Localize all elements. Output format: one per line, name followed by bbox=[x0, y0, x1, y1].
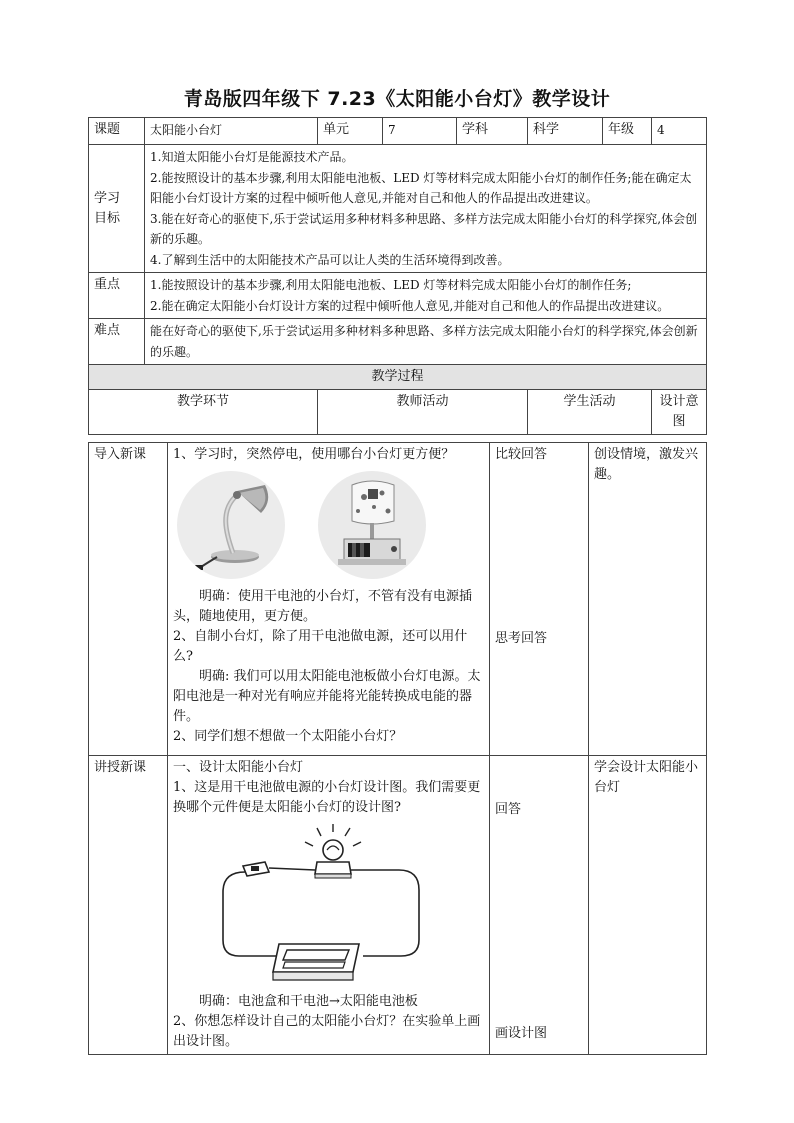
goals-label-line2: 目标 bbox=[94, 210, 121, 226]
goal-item: 4.了解到生活中的太阳能技术产品可以让人类的生活环境得到改善。 bbox=[150, 252, 510, 267]
lecture-intent: 学会设计太阳能小台灯 bbox=[589, 756, 707, 1055]
info-row bbox=[89, 118, 707, 145]
key-point-item: 1.能按照设计的基本步骤,利用太阳能电池板、LED 灯等材料完成太阳能小台灯的制作任务; bbox=[150, 278, 632, 292]
lecture-student bbox=[490, 756, 589, 1055]
unit-value: 7 bbox=[383, 118, 457, 145]
intro-a1: 明确：使用干电池的小台灯，不管有没有电源插头，随地使用，更方便。 bbox=[173, 589, 473, 624]
col-intent: 设计意图 bbox=[652, 390, 707, 435]
lecture-stage: 讲授新课 bbox=[89, 756, 168, 1055]
grade-value: 4 bbox=[652, 118, 707, 145]
intro-a2: 明确: 我们可以用太阳能电池板做小台灯电源。太阳电池是一种对光有响应并能将光能转换成电能的器件。 bbox=[173, 669, 481, 724]
intro-row bbox=[89, 443, 707, 756]
process-header-row bbox=[89, 365, 707, 390]
intro-q3: 2、同学们想不想做一个太阳能小台灯？ bbox=[173, 729, 403, 744]
goals-content bbox=[145, 145, 707, 273]
lecture-q1: 1、这是用干电池做电源的小台灯设计图。我们需要更换哪个元件便是太阳能小台灯的设计图? bbox=[173, 780, 481, 815]
process-table bbox=[88, 442, 707, 1055]
intro-stage: 导入新课 bbox=[89, 443, 168, 756]
subject-label: 学科 bbox=[457, 118, 528, 145]
lecture-q2: 2、你想怎样设计自己的太阳能小台灯？在实验单上画出设计图。 bbox=[173, 1014, 481, 1049]
intro-student-1: 比较回答 bbox=[495, 447, 548, 462]
goal-item: 2.能按照设计的基本步骤,利用太阳能电池板、LED 灯等材料完成太阳能小台灯的制作任务;能在确定太阳能小台灯设计方案的过程中倾听他人意见,并能对自己和他人的作品提出改进建议。 bbox=[150, 170, 692, 205]
lesson-value: 太阳能小台灯 bbox=[145, 118, 318, 145]
lamp-images bbox=[173, 467, 484, 585]
lecture-heading: 一、设计太阳能小台灯 bbox=[173, 760, 304, 775]
col-student: 学生活动 bbox=[528, 390, 652, 435]
difficulty-row bbox=[89, 319, 707, 365]
subject-value: 科学 bbox=[528, 118, 603, 145]
key-points-label: 重点 bbox=[89, 273, 145, 319]
intro-intent: 创设情境，激发兴趣。 bbox=[589, 443, 707, 756]
col-stage: 教学环节 bbox=[89, 390, 318, 435]
battery-lamp-image bbox=[318, 471, 426, 579]
desk-lamp-image bbox=[177, 471, 285, 579]
process-header: 教学过程 bbox=[89, 365, 707, 390]
goals-label-line1: 学习 bbox=[94, 190, 121, 206]
lecture-teacher bbox=[168, 756, 490, 1055]
goals-row bbox=[89, 145, 707, 273]
goals-label bbox=[89, 145, 145, 273]
col-teacher: 教师活动 bbox=[318, 390, 528, 435]
circuit-drawing bbox=[173, 822, 484, 992]
goal-item: 1.知道太阳能小台灯是能源技术产品。 bbox=[150, 150, 354, 164]
intro-student-2: 思考回答 bbox=[495, 631, 548, 646]
grade-label: 年级 bbox=[603, 118, 652, 145]
lesson-plan-table bbox=[88, 117, 707, 435]
intro-q1: 1、学习时，突然停电，使用哪台小台灯更方便？ bbox=[173, 447, 455, 462]
unit-label: 单元 bbox=[318, 118, 383, 145]
key-points-content bbox=[145, 273, 707, 319]
intro-teacher bbox=[168, 443, 490, 756]
difficulty-content: 能在好奇心的驱使下,乐于尝试运用多种材料多种思路、多样方法完成太阳能小台灯的科学探究,体会创新的乐趣。 bbox=[145, 319, 707, 365]
key-point-item: 2.能在确定太阳能小台灯设计方案的过程中倾听他人意见,并能对自己和他人的作品提出改进建议。 bbox=[150, 298, 670, 313]
page-title: 青岛版四年级下 7.23《太阳能小台灯》教学设计 bbox=[183, 88, 611, 110]
lesson-label: 课题 bbox=[89, 118, 145, 145]
key-points-row bbox=[89, 273, 707, 319]
lecture-student-2: 画设计图 bbox=[495, 1026, 548, 1041]
goal-item: 3.能在好奇心的驱使下,乐于尝试运用多种材料多种思路、多样方法完成太阳能小台灯的科学探究,体会创新的乐趣。 bbox=[150, 211, 698, 246]
lecture-student-1: 回答 bbox=[495, 802, 522, 817]
intro-q2: 2、自制小台灯，除了用干电池做电源，还可以用什么? bbox=[173, 629, 468, 664]
lecture-a1: 明确：电池盒和干电池→太阳能电池板 bbox=[199, 994, 418, 1009]
difficulty-label: 难点 bbox=[89, 319, 145, 365]
intro-student bbox=[490, 443, 589, 756]
columns-row bbox=[89, 390, 707, 435]
lecture-row bbox=[89, 756, 707, 1055]
